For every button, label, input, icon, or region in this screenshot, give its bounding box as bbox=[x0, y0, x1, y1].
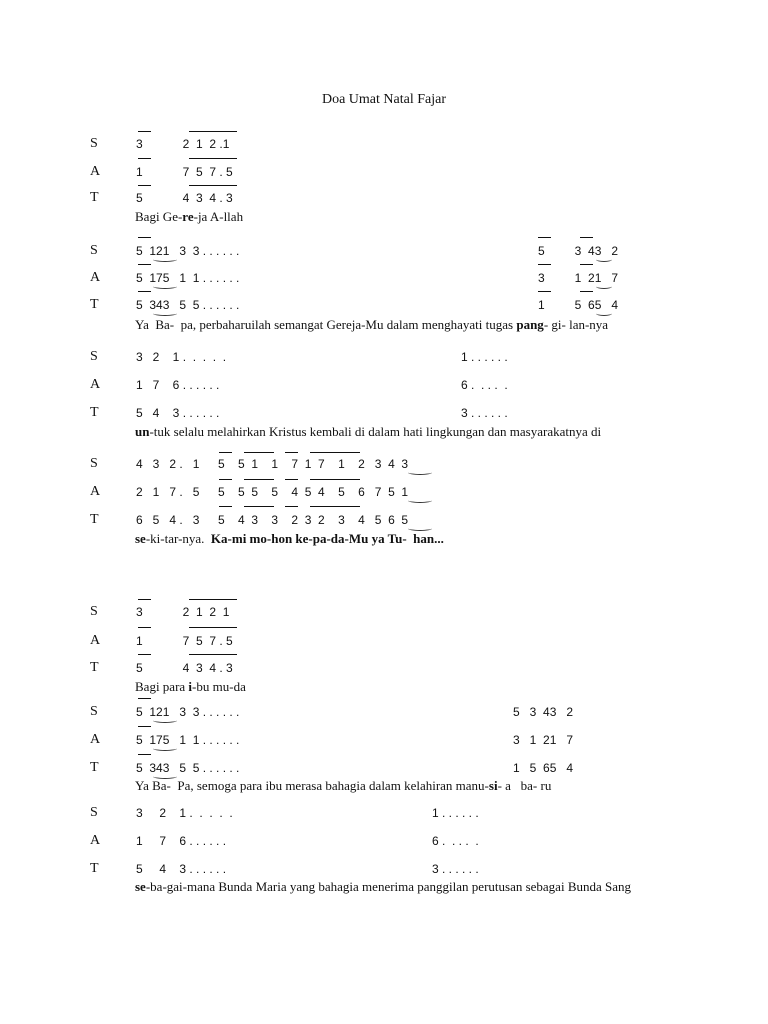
slur-mark bbox=[153, 746, 177, 751]
notation-soprano: 3 2 1 . . . . . bbox=[136, 806, 233, 820]
voice-label-soprano: S bbox=[90, 704, 98, 719]
beam-line bbox=[538, 264, 551, 265]
voice-label-tenor: T bbox=[90, 760, 99, 775]
beam-line bbox=[189, 627, 237, 628]
voice-label-alto: A bbox=[90, 164, 101, 179]
beam-line bbox=[138, 627, 151, 628]
beam-line bbox=[580, 264, 593, 265]
notation-soprano: 3 2 1 2 .1 bbox=[136, 137, 230, 151]
notation-alto: 1 7 5 7 . 5 bbox=[136, 165, 233, 179]
notation-soprano: 5 121 3 3 . . . . . . bbox=[136, 705, 240, 719]
beam-line bbox=[138, 726, 151, 727]
slur-mark bbox=[153, 284, 177, 289]
voice-label-alto: A bbox=[90, 377, 101, 392]
notation-alto: 5 175 1 1 . . . . . . bbox=[136, 271, 240, 285]
lyric-line: Bagi para i-bu mu-da bbox=[135, 679, 246, 694]
beam-line bbox=[310, 452, 360, 453]
beam-line bbox=[219, 506, 232, 507]
notation-alto-end: 6 . . . . . bbox=[432, 834, 479, 848]
voice-label-soprano: S bbox=[90, 805, 98, 820]
lyric-line: Bagi Ge-re-ja A-llah bbox=[135, 209, 244, 224]
beam-line bbox=[244, 479, 274, 480]
notation-alto: 1 7 6 . . . . . . bbox=[136, 834, 227, 848]
beam-line bbox=[189, 654, 237, 655]
beam-line bbox=[580, 291, 593, 292]
voice-label-tenor: T bbox=[90, 405, 99, 420]
notation-alto-end: 3 1 21 7 bbox=[538, 271, 619, 285]
notation-tenor-end: 1 5 65 4 bbox=[513, 761, 574, 775]
notation-soprano: 3 2 1 . . . . . bbox=[136, 350, 227, 364]
lyric-line: se-ki-tar-nya. Ka-mi mo-hon ke-pa-da-Mu ya Tu- han... bbox=[135, 531, 444, 546]
slur-mark bbox=[408, 470, 432, 475]
voice-label-alto: A bbox=[90, 633, 101, 648]
notation-soprano-end: 5 3 43 2 bbox=[538, 244, 619, 258]
voice-label-soprano: S bbox=[90, 604, 98, 619]
voice-label-alto: A bbox=[90, 732, 101, 747]
notation-alto: 5 175 1 1 . . . . . . bbox=[136, 733, 240, 747]
notation-soprano: 5 121 3 3 . . . . . . bbox=[136, 244, 240, 258]
notation-tenor: 5 343 5 5 . . . . . . bbox=[136, 298, 240, 312]
beam-line bbox=[285, 479, 298, 480]
beam-line bbox=[538, 291, 551, 292]
voice-label-alto: A bbox=[90, 833, 101, 848]
beam-line bbox=[189, 185, 237, 186]
voice-label-alto: A bbox=[90, 484, 101, 499]
notation-tenor: 5 4 3 . . . . . . bbox=[136, 406, 220, 420]
beam-line bbox=[219, 452, 232, 453]
voice-label-soprano: S bbox=[90, 243, 98, 258]
beam-line bbox=[138, 264, 151, 265]
beam-line bbox=[138, 237, 151, 238]
beam-line bbox=[538, 237, 551, 238]
lyric-line: Ya Ba- pa, perbaharuilah semangat Gereja-Mu dalam menghayati tugas pang- gi- lan-nya bbox=[135, 317, 609, 332]
voice-label-soprano: S bbox=[90, 349, 98, 364]
notation-tenor-end: 1 5 65 4 bbox=[538, 298, 619, 312]
beam-line bbox=[138, 754, 151, 755]
voice-label-tenor: T bbox=[90, 512, 99, 527]
slur-mark bbox=[596, 284, 612, 289]
notation-soprano-end: 5 3 43 2 bbox=[513, 705, 574, 719]
notation-soprano-end: 1 . . . . . . bbox=[461, 350, 508, 364]
beam-line bbox=[219, 479, 232, 480]
beam-line bbox=[138, 654, 151, 655]
beam-line bbox=[138, 698, 151, 699]
voice-label-soprano: S bbox=[90, 456, 98, 471]
notation-alto-b: 5 5 5 5 4 5 4 5 6 7 5 1 bbox=[218, 485, 409, 499]
beam-line bbox=[138, 185, 151, 186]
slur-mark bbox=[153, 257, 177, 262]
beam-line bbox=[138, 599, 151, 600]
beam-line bbox=[285, 452, 298, 453]
notation-alto: 1 7 5 7 . 5 bbox=[136, 634, 233, 648]
beam-line bbox=[285, 506, 298, 507]
notation-tenor: 5 4 3 . . . . . . bbox=[136, 862, 227, 876]
notation-soprano-end: 1 . . . . . . bbox=[432, 806, 479, 820]
notation-soprano: 4 3 2 . 1 bbox=[136, 457, 200, 471]
slur-mark bbox=[596, 257, 612, 262]
voice-label-tenor: T bbox=[90, 297, 99, 312]
page-title: Doa Umat Natal Fajar bbox=[321, 92, 446, 107]
slur-mark bbox=[596, 311, 612, 316]
lyric-line: se-ba-gai-mana Bunda Maria yang bahagia menerima panggilan perutusan sebagai Bunda Sang bbox=[135, 879, 632, 894]
notation-tenor-b: 5 4 3 3 2 3 2 3 4 5 6 5 bbox=[218, 513, 409, 527]
notation-tenor: 5 343 5 5 . . . . . . bbox=[136, 761, 240, 775]
beam-line bbox=[189, 158, 237, 159]
notation-tenor: 5 4 3 4 . 3 bbox=[136, 191, 233, 205]
beam-line bbox=[189, 131, 237, 132]
voice-label-soprano: S bbox=[90, 136, 98, 151]
beam-line bbox=[244, 452, 274, 453]
notation-alto: 1 7 6 . . . . . . bbox=[136, 378, 220, 392]
beam-line bbox=[244, 506, 274, 507]
notation-tenor: 6 5 4 . 3 bbox=[136, 513, 200, 527]
notation-tenor: 5 4 3 4 . 3 bbox=[136, 661, 233, 675]
notation-tenor-end: 3 . . . . . . bbox=[432, 862, 479, 876]
beam-line bbox=[310, 506, 360, 507]
voice-label-tenor: T bbox=[90, 190, 99, 205]
beam-line bbox=[138, 131, 151, 132]
lyric-line: un-tuk selalu melahirkan Kristus kembali di dalam hati lingkungan dan masyarakatnya di bbox=[135, 424, 602, 439]
slur-mark bbox=[153, 311, 177, 316]
voice-label-tenor: T bbox=[90, 861, 99, 876]
beam-line bbox=[189, 599, 237, 600]
voice-label-tenor: T bbox=[90, 660, 99, 675]
notation-alto-end: 6 . . . . . bbox=[461, 378, 508, 392]
beam-line bbox=[138, 291, 151, 292]
notation-alto: 2 1 7 . 5 bbox=[136, 485, 200, 499]
slur-mark bbox=[408, 498, 432, 503]
notation-tenor-end: 3 . . . . . . bbox=[461, 406, 508, 420]
lyric-line: Ya Ba- Pa, semoga para ibu merasa bahagia dalam kelahiran manu-si- a ba- ru bbox=[135, 778, 552, 793]
beam-line bbox=[580, 237, 593, 238]
slur-mark bbox=[153, 718, 177, 723]
beam-line bbox=[138, 158, 151, 159]
beam-line bbox=[310, 479, 360, 480]
notation-soprano: 3 2 1 2 1 bbox=[136, 605, 230, 619]
notation-soprano-b: 5 5 1 1 7 1 7 1 2 3 4 3 bbox=[218, 457, 409, 471]
voice-label-alto: A bbox=[90, 270, 101, 285]
notation-alto-end: 3 1 21 7 bbox=[513, 733, 574, 747]
